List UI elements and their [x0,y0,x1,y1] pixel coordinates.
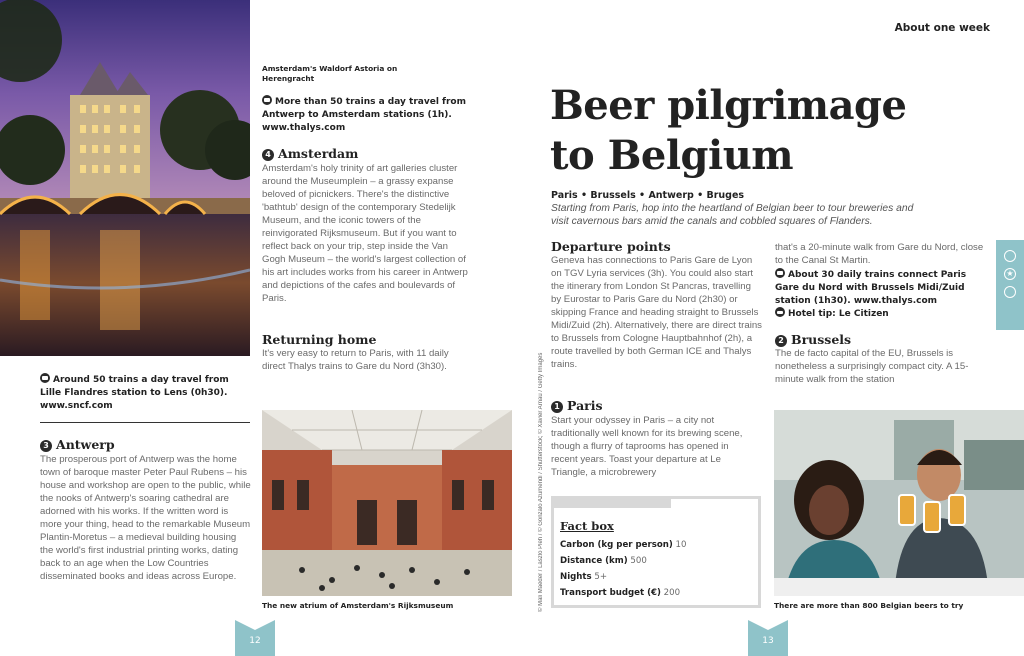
paris-body: Start your odyssey in Paris – a city not traditionally well known for its brewing scene, though a flurry of taprooms has opened in recent years. Toast your departure at Le Triangle, a microbrewery [551,415,743,478]
photo-waldorf-astoria [0,0,250,356]
page-number-12: 12 [249,636,261,646]
photo-waldorf-caption: Amsterdam's Waldorf Astoria on Herengracht [262,64,398,83]
fact-value: 5+ [594,572,608,582]
fact-label: Nights [560,572,592,582]
fact-row-carbon [560,537,755,553]
antwerp-body: The prosperous port of Antwerp was the home town of baroque master Peter Paul Rubens – his house and workshop are open to the public, while the nooks of Antwerp's soaring cathedral are adorned with his works. If the written word is more your thing, head to the remarkable Museum Plantin-Moretus – a medieval building housing the world's first industrial printing works, dating back to an age when the Low Countries disseminated books and ideas across Europe. [40,454,251,582]
hotel-icon [775,307,785,317]
photo-beer-caption: There are more than 800 Belgian beers to try [774,601,964,610]
photo-beer-graphic [774,410,1024,596]
departure-body: Geneva has connections to Paris Gare de Lyon on TGV Lyria services (3h). You could also start the itinerary from London St Pancras, travelling by Eurostar to Paris Gare du Nord (2h30) or skipping France and heading straight to Brussels Midi/Zuid (2h). Alternatively, there are direct trains to Brussels from Cologne Hauptbahnhof (2h), a route travelled by both German ICE and Thalys trains. [551,255,762,370]
stop-number-4: 4 [262,149,274,161]
page-number-13: 13 [762,636,774,646]
fact-box [551,496,761,608]
hotel-tip [775,307,987,321]
article-title-line2: to Belgium [550,132,794,179]
antwerp-title: Antwerp [56,437,115,452]
train-note-amsterdam-text: More than 50 trains a day travel from Antwerp to Amsterdam stations (1h). www.thalys.com [262,97,466,133]
fact-value: 10 [675,540,687,550]
train-note-lille-text: Around 50 trains a day travel from Lille Flandres station to Lens (0h30). www.sncf.com [40,375,229,411]
antwerp-heading [40,437,115,452]
route-line: Paris • Brussels • Antwerp • Bruges [551,190,745,201]
article-intro: Starting from Paris, hop into the heartland of Belgian beer to tour breweries and visit cavernous bars amid the canals and cobbled squares of Flanders. [551,203,914,227]
train-note-brussels-text: About 30 daily trains connect Paris Gare du Nord with Brussels Midi/Zuid station (1h30). www.thalys.com [775,270,967,306]
photo-beer-friends [774,410,1024,596]
departure-heading: Departure points [551,239,671,254]
fact-value: 200 [663,588,681,598]
stop-number-2: 2 [775,335,787,347]
amsterdam-title: Amsterdam [278,146,359,161]
photo-rijksmuseum-atrium [262,410,512,596]
fact-label: Transport budget (€) [560,588,661,598]
page-number-tab-right [748,620,788,656]
paris-title: Paris [567,398,603,413]
returning-home-body: It's very easy to return to Paris, with 11 daily direct Thalys trains to Gare du Nord (3h30). [262,348,449,372]
paris-heading [551,398,603,413]
photo-rijksmuseum-caption: The new atrium of Amsterdam's Rijksmuseum [262,601,454,610]
stop-number-1: 1 [551,401,563,413]
section-label: About one week [894,22,990,34]
train-icon [775,268,785,278]
star-icon: ★ [1004,268,1016,280]
amsterdam-heading [262,146,358,161]
fact-label: Distance (km) [560,556,628,566]
photo-credits: © Mali Maeder / Laszlo Pleh / © Gonzalo Azumendi / Shutterstock; © Xavier Arnau / Getty Images [538,352,544,612]
fact-label: Carbon (kg per person) [560,540,673,550]
divider-line [40,422,250,423]
returning-home-heading: Returning home [262,332,377,347]
fact-value: 500 [630,556,647,566]
photo-waldorf-graphic [0,0,250,356]
fork-icon [1004,250,1016,262]
fact-box-title: Fact box [560,519,614,533]
brussels-heading [775,332,851,347]
paris-continued: that's a 20-minute walk from Gare du Nord, close to the Canal St Martin. [775,242,984,266]
side-tab [996,240,1024,330]
brussels-body: The de facto capital of the EU, Brussels is nonetheless a surprisingly compact city. A 15-minute walk from the station [775,348,969,385]
train-icon [40,373,50,383]
train-note-amsterdam [262,95,477,135]
fact-box-banner [551,496,671,508]
brussels-title: Brussels [791,332,852,347]
fact-row-distance [560,553,755,569]
fact-box-rows [560,537,755,601]
hotel-tip-text: Hotel tip: Le Citizen [788,309,889,319]
amsterdam-body: Amsterdam's holy trinity of art galleries cluster around the Museumplein – a grassy expanse beloved of picnickers. There's the distinctive 'bathtub' design of the contemporary Stedelijk Museum, and the iconic towers of the reinvigorated Rijksmuseum. But if you want to reflect back on your trip, step inside the Van Gogh Museum – the world's largest collection of his art includes works from his career in Antwerp and depictions of the cafes and boulevards of Paris. [262,163,468,304]
train-note-brussels [775,268,987,308]
building-icon [1004,286,1016,298]
page-number-tab-left [235,620,275,656]
photo-rijksmuseum-graphic [262,410,512,596]
article-title-line1: Beer pilgrimage [550,82,907,129]
stop-number-3: 3 [40,440,52,452]
train-note-lille [40,373,250,413]
train-icon [262,95,272,105]
fact-row-budget [560,585,755,601]
fact-row-nights [560,569,755,585]
